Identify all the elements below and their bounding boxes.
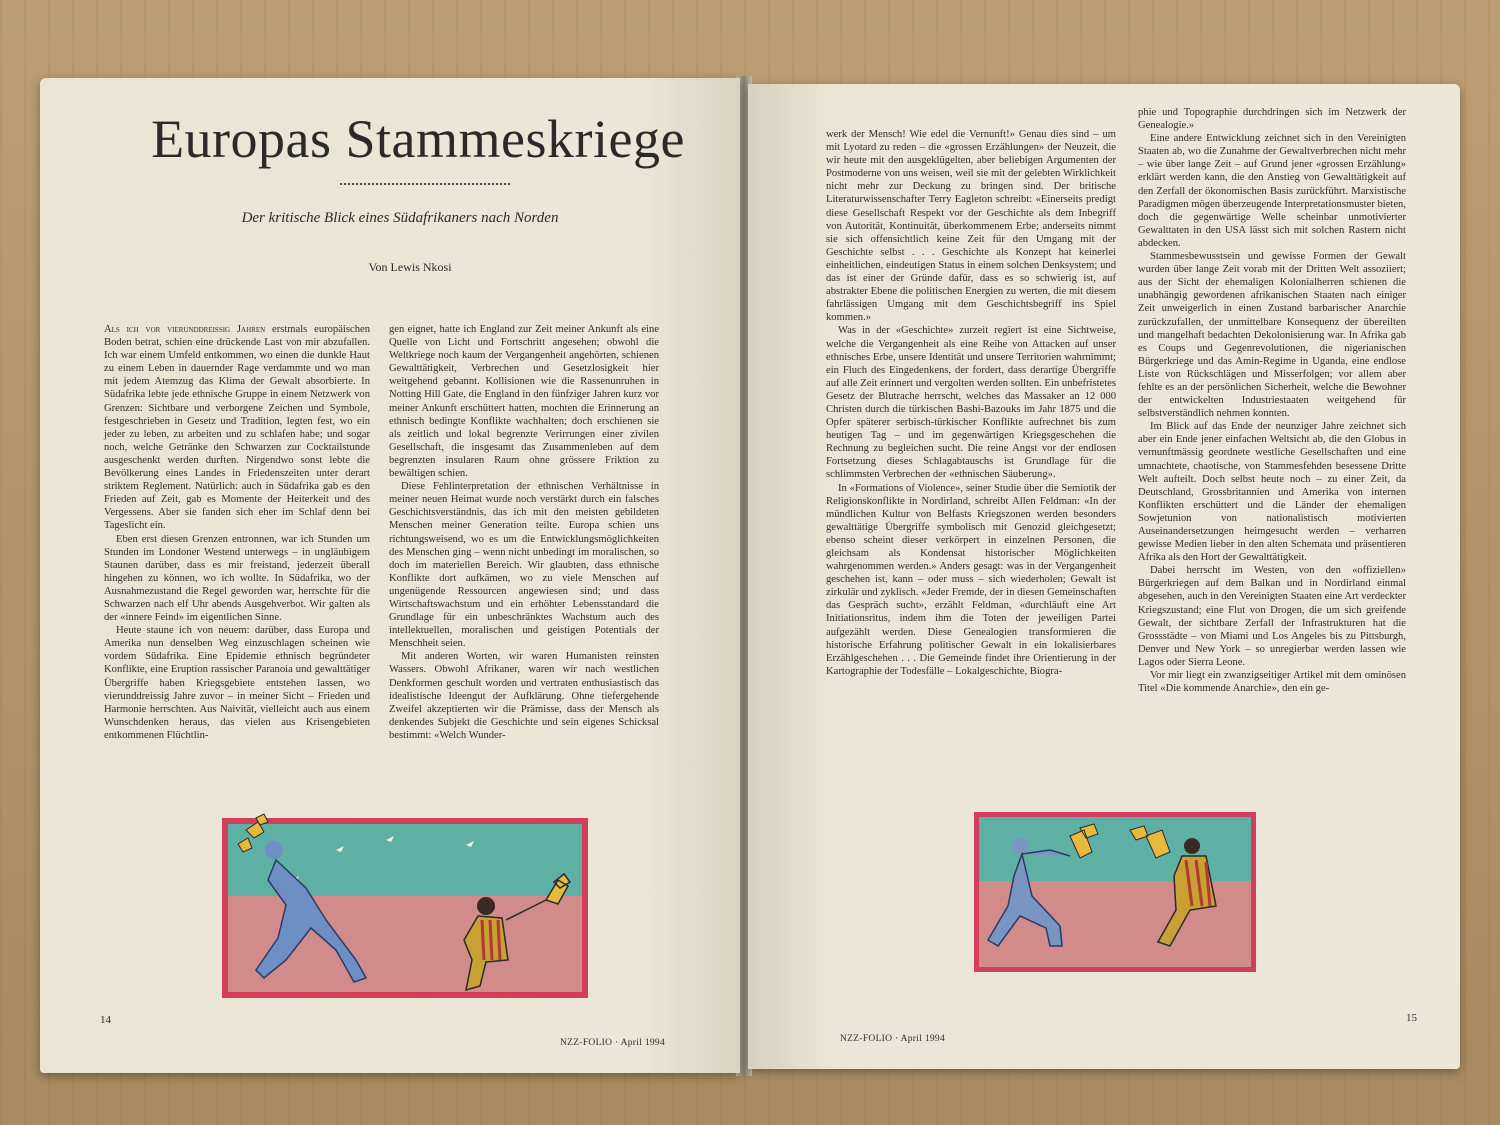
left-page: [40, 78, 740, 1073]
paragraph: Als ich vor vierunddreissig Jahren erstmals europäischen Boden betrat, schien eine drückende Last von mir abzufallen. Ich war einem Umfeld entkommen, wo einen die dunkle Haut zu einem Leben in dauernder Rage verdammte und wo man mit jedem Atemzug das Klima der Gewalt absorbierte. In Südafrika lebte jede ethnische Gruppe in einem Netzwerk von Grenzen: Sichtbare und verborgene Zeichen und Symbole, festgeschrieben in Gesetz und Tradition, legten fest, wo ein jeder zu leben, zu arbeiten und zu schlafen habe; und sogar noch, welche Getränke den Schwarzen zur Cocktailstunde ausgeschenkt werden durften. Nirgendwo sonst lebte die Bevölkerung eines Landes in Friedenszeiten unter derart striktem Reglement. Natürlich: auch in Südafrika gab es den Frieden auf Zeit, gab es Momente der Heiterkeit und des Vergessens. Aber sie fanden sich eher im Schlaf denn bei Tageslicht ein.: [104, 324, 370, 532]
right-column-2: [1138, 106, 1406, 695]
title-dotted-rule: [340, 183, 510, 185]
paragraph: werk der Mensch! Wie edel die Vernunft!» Genau dies sind – um mit Lyotard zu reden – die «grossen Erzählungen» der Neuzeit, die wir heute mit den ausgeklügelten, aber beliebigen Argumenten der Postmoderne von uns weisen, weil sie mit der gelebten Wirklichkeit nicht mehr zur Deckung zu bringen sind. Der britische Literaturwissenschafter Terry Eagleton schreibt: «Einerseits predigt diese Gesellschaft Respekt vor der Geschichte als dem Inbegriff von Autorität, Kontinuität, überkommenem Erbe; anderseits nimmt sie sich offensichtlich keine Zeit für den Umgang mit der Geschichte selbst . . . Geschichte als Konzept hat keinerlei einheitlichen, eindeutigen Status in einem solchen Denksystem; und das ist einer der Gründe dafür, dass es so schwierig ist, auf abstrakter Ebene die politischen Energien zu werten, die mit diesem fahrlässigen Umgang mit dem Geschichtsbegriff ins Spiel kommen.»: [826, 129, 1116, 324]
paragraph: Dabei herrscht im Westen, von den «offiziellen» Bürgerkriegen auf dem Balkan und in Nordirland einmal abgesehen, auch in den Vereinigten Staaten eine Art verdeckter Kriegszustand; eine Flut von Drogen, die um sich greifende Gewalt, der sichtbare Zerfall der Infrastrukturen hat die Grossstädte – von Miami und Los Angeles bis zu Pittsburgh, Denver und New York – so unregierbar werden lassen wie Lagos oder Sierra Leone.: [1138, 565, 1406, 668]
page-number: 14: [100, 1014, 111, 1026]
paragraph: gen eignet, hatte ich England zur Zeit meiner Ankunft als eine Quelle von Licht und Fortschritt angesehen; obwohl die Weltkriege noch kaum der Vergangenheit angehörten, schienen Gewalttätigkeit, Verbrechen und Gesetzlosigkeit hier weitgehend gebannt. Kollisionen wie die Rassenunruhen in Notting Hill Gate, die England in den fünfziger Jahren kurz vor meiner Ankunft erschüttert hatten, mochten die Erinnerung an ethnisch bedingte Konflikte wachhalten; doch erschienen sie als zeitlich und lokal begrenzte Verirrungen einer zivilen Gesellschaft, die insgesamt das Zusammenleben auf dem begrenzten insularen Raum ohne grössere Friktion zu bewältigen schien.: [389, 324, 659, 480]
page-footer: NZZ-FOLIO · April 1994: [840, 1034, 946, 1044]
right-column-1: [826, 128, 1116, 678]
right-page: [748, 84, 1460, 1069]
paragraph: Vor mir liegt ein zwanzigseitiger Artikel mit dem ominösen Titel «Die kommende Anarchie», den ein ge-: [1138, 670, 1406, 695]
paragraph: Eine andere Entwicklung zeichnet sich in den Vereinigten Staaten ab, wo die Zunahme der Gewaltverbrechen nicht mehr – wie über lange Zeit – auf Grund jener «grossen Erzählung» erklärt werden kann, die den Anstieg von Gewalttätigkeit auf den Zerfall der ökonomischen Basis zurückführt. Marxistische Paradigmen mögen überzeugende Interpretationsmuster bieten, doch die gegenwärtige Welle scheinbar unmotivierter Gewalttaten in den USA lässt sich mit solchen Rastern nicht abdecken.: [1138, 133, 1406, 249]
page-footer: NZZ-FOLIO · April 1994: [560, 1038, 666, 1048]
left-illustration: [216, 810, 596, 1005]
article-byline: Von Lewis Nkosi: [368, 260, 452, 274]
paragraph: Diese Fehlinterpretation der ethnischen Verhältnisse in meiner neuen Heimat wurde noch verstärkt durch ein falsches Geschichtsverständnis, das ich mit den meisten gebildeten Menschen meiner Generation teilte. Europa schien uns richtungsweisend, wo es um die Entwicklungsmöglichkeiten des Menschen ging – wenn nicht unbedingt im moralischen, so doch im materiellen Bereich. Wir glaubten, dass ethnische Konflikte dort aufkämen, wo zu viele Menschen auf ungenügende Ressourcen angewiesen sind; und dass Wirtschaftswachstum und ein erhöhter Lebensstandard die Grundlage für ein unbeschränktes Wachstum auch des intellektuellen, moralischen und geistigen Potentials der Menschheit seien.: [389, 481, 659, 650]
page-number: 15: [1406, 1012, 1417, 1024]
paragraph: phie und Topographie durchdringen sich im Netzwerk der Genealogie.»: [1138, 107, 1406, 132]
paragraph: Heute staune ich von neuem: darüber, dass Europa und Amerika nun denselben Weg einzuschlagen scheinen wie vordem Südafrika. Eine Epidemie ethnisch begründeter Konflikte, eine Eruption rassischer Paranoia und gewalttätiger Übergriffe haben Kriegsgebiete entstehen lassen, wo vierunddreissig Jahre zuvor – in meiner Sicht – Frieden und Harmonie herrschten. Aus Naivität, vielleicht auch aus einem Wunschdenken heraus, das vielen aus Krisengebieten entkommenen Flüchtlin-: [104, 625, 370, 741]
paragraph: Im Blick auf das Ende der neunziger Jahre zeichnet sich aber ein Ende jener einfachen Weltsicht ab, die den Globus in vernunftmässig geordnete westliche Gesellschaften und eine umnachtete, chaotische, von Stammesfehden besessene Dritte Welt aufteilt. Doch selbst heute noch – zu einer Zeit, da Deutschland, Grossbritannien und Amerika von internen Konflikten erschüttert und die Länder der ehemaligen Sowjetunion von nationalistisch motivierten Auseinandersetzungen heimgesucht werden – verharren gewisse Medien lieber in den alten Schemata und präsentieren Afrika als den Hort der Gewalttätigkeit.: [1138, 421, 1406, 564]
right-illustration: [970, 806, 1260, 978]
paragraph: In «Formations of Violence», seiner Studie über die Semiotik der Religionskonflikte in Nordirland, schreibt Allen Feldman: «In der mündlichen Kultur von Belfasts Kriegszonen werden besonders gewalttätige Übergriffe symbolisch mit Genozid gleichgesetzt; ebenso scheint dieser verkörpert in einzelnen Personen, die gleichsam als Kondensat historischer Möglichkeiten wahrgenommen werden.» Anders gesagt: was in der Vergangenheit geschehen ist, kann – oder muss – sich wiederholen; Gewalt ist zirkulär und zyklisch. «Jeder Fremde, der in diesen Gemeinschaften das Gespräch sucht», erzählt Feldman, «durchläuft eine Art Initiationsritus, indem ihm die Toten der jeweiligen Partei aufgezählt werden. Diese Genealogien transformieren die historische Erfahrung politischer Gewalt in ein lokalisierbares Erzählgeschehen . . . Die Gemeinde findet ihre Orientierung in der Kartographie der Todesfälle – Lokalgeschichte, Biogra-: [826, 482, 1116, 677]
article-title: Europas Stammeskriege: [151, 109, 685, 169]
paragraph: Stammesbewusstsein und gewisse Formen der Gewalt wurden über lange Zeit vorab mit der Dritten Welt assoziiert; aus der Sicht der ehemaligen Kolonialherren schienen die unabhängig gewordenen afrikanischen Staaten nach einiger Zeit unweigerlich in einen Zustand barbarischer Anarchie zurückzufallen, der unmittelbare Konsequenz der übereilten und mangelhaft bedachten Dekolonisierung war. In Afrika gab es Coups und Gegenrevolutionen, die nigerianischen Bürgerkriege und das Amin-Regime in Uganda, eine endlose Liste von Rückschlägen und Misserfolgen; vor allem aber fehlte es an der persönlichen Sicherheit, welche die Bewohner der entwickelten Industriestaaten weitgehend für selbstverständlich nehmen konnten.: [1138, 251, 1406, 420]
paragraph: Mit anderen Worten, wir waren Humanisten reinsten Wassers. Obwohl Afrikaner, waren wir nach westlichen Denkformen geschult worden und vertraten enthusiastisch das idealistische Ideengut der Aufklärung. Ohne tiefergehende Zweifel akzeptierten wir die Prämisse, dass der Mensch als denkendes Subjekt die Geschichte und sein eigenes Schicksal bestimmt: «Welch Wunder-: [389, 651, 659, 741]
lead-small-caps: Als ich vor vierunddreissig Jahren: [104, 324, 266, 335]
paragraph: Was in der «Geschichte» zurzeit regiert ist eine Sichtweise, welche die Vergangenheit als eine Reihe von Attacken auf unser ethnisches Erbe, unsere Identität und unsere Territorien wahrnimmt; ein Fluch des Eingedenkens, der fordert, dass derartige Übergriffe auf alle Zeit erinnert und vergolten werden sollten. Ein unbefristetes Gesetz der Blutrache herrscht, welches das Massaker an 12 000 Christen durch die türkischen Bashi-Bazouks im Jahr 1875 und die Opfer späterer serbisch-türkischer Konflikte aufrechnet bis zum heutigen Tag – und im gegenwärtigen Kriegsgeschehen die Rechnung zu begleichen sucht. Die reine Angst vor der endlosen Fortsetzung dieses Schlagabtauschs ist Grundlage für die schlimmsten Verbrechen der «ethnischen Säuberung».: [826, 325, 1116, 481]
article-subtitle: Der kritische Blick eines Südafrikaners nach Norden: [241, 210, 559, 226]
left-column-1: [104, 323, 370, 742]
left-column-2: [389, 323, 659, 742]
paragraph: Eben erst diesen Grenzen entronnen, war ich Stunden um Stunden im Londoner Westend unterwegs – in ungläubigem Staunen darüber, dass es mir freistand, jederzeit überall hingehen zu können, wo ich wollte. In Südafrika, wo der Ausnahmezustand die Regel geworden war, herrschte für die Schwarzen nach elf Uhr abends Ausgehverbot. Wir galten als der «innere Feind» im eigentlichen Sinne.: [104, 533, 370, 624]
